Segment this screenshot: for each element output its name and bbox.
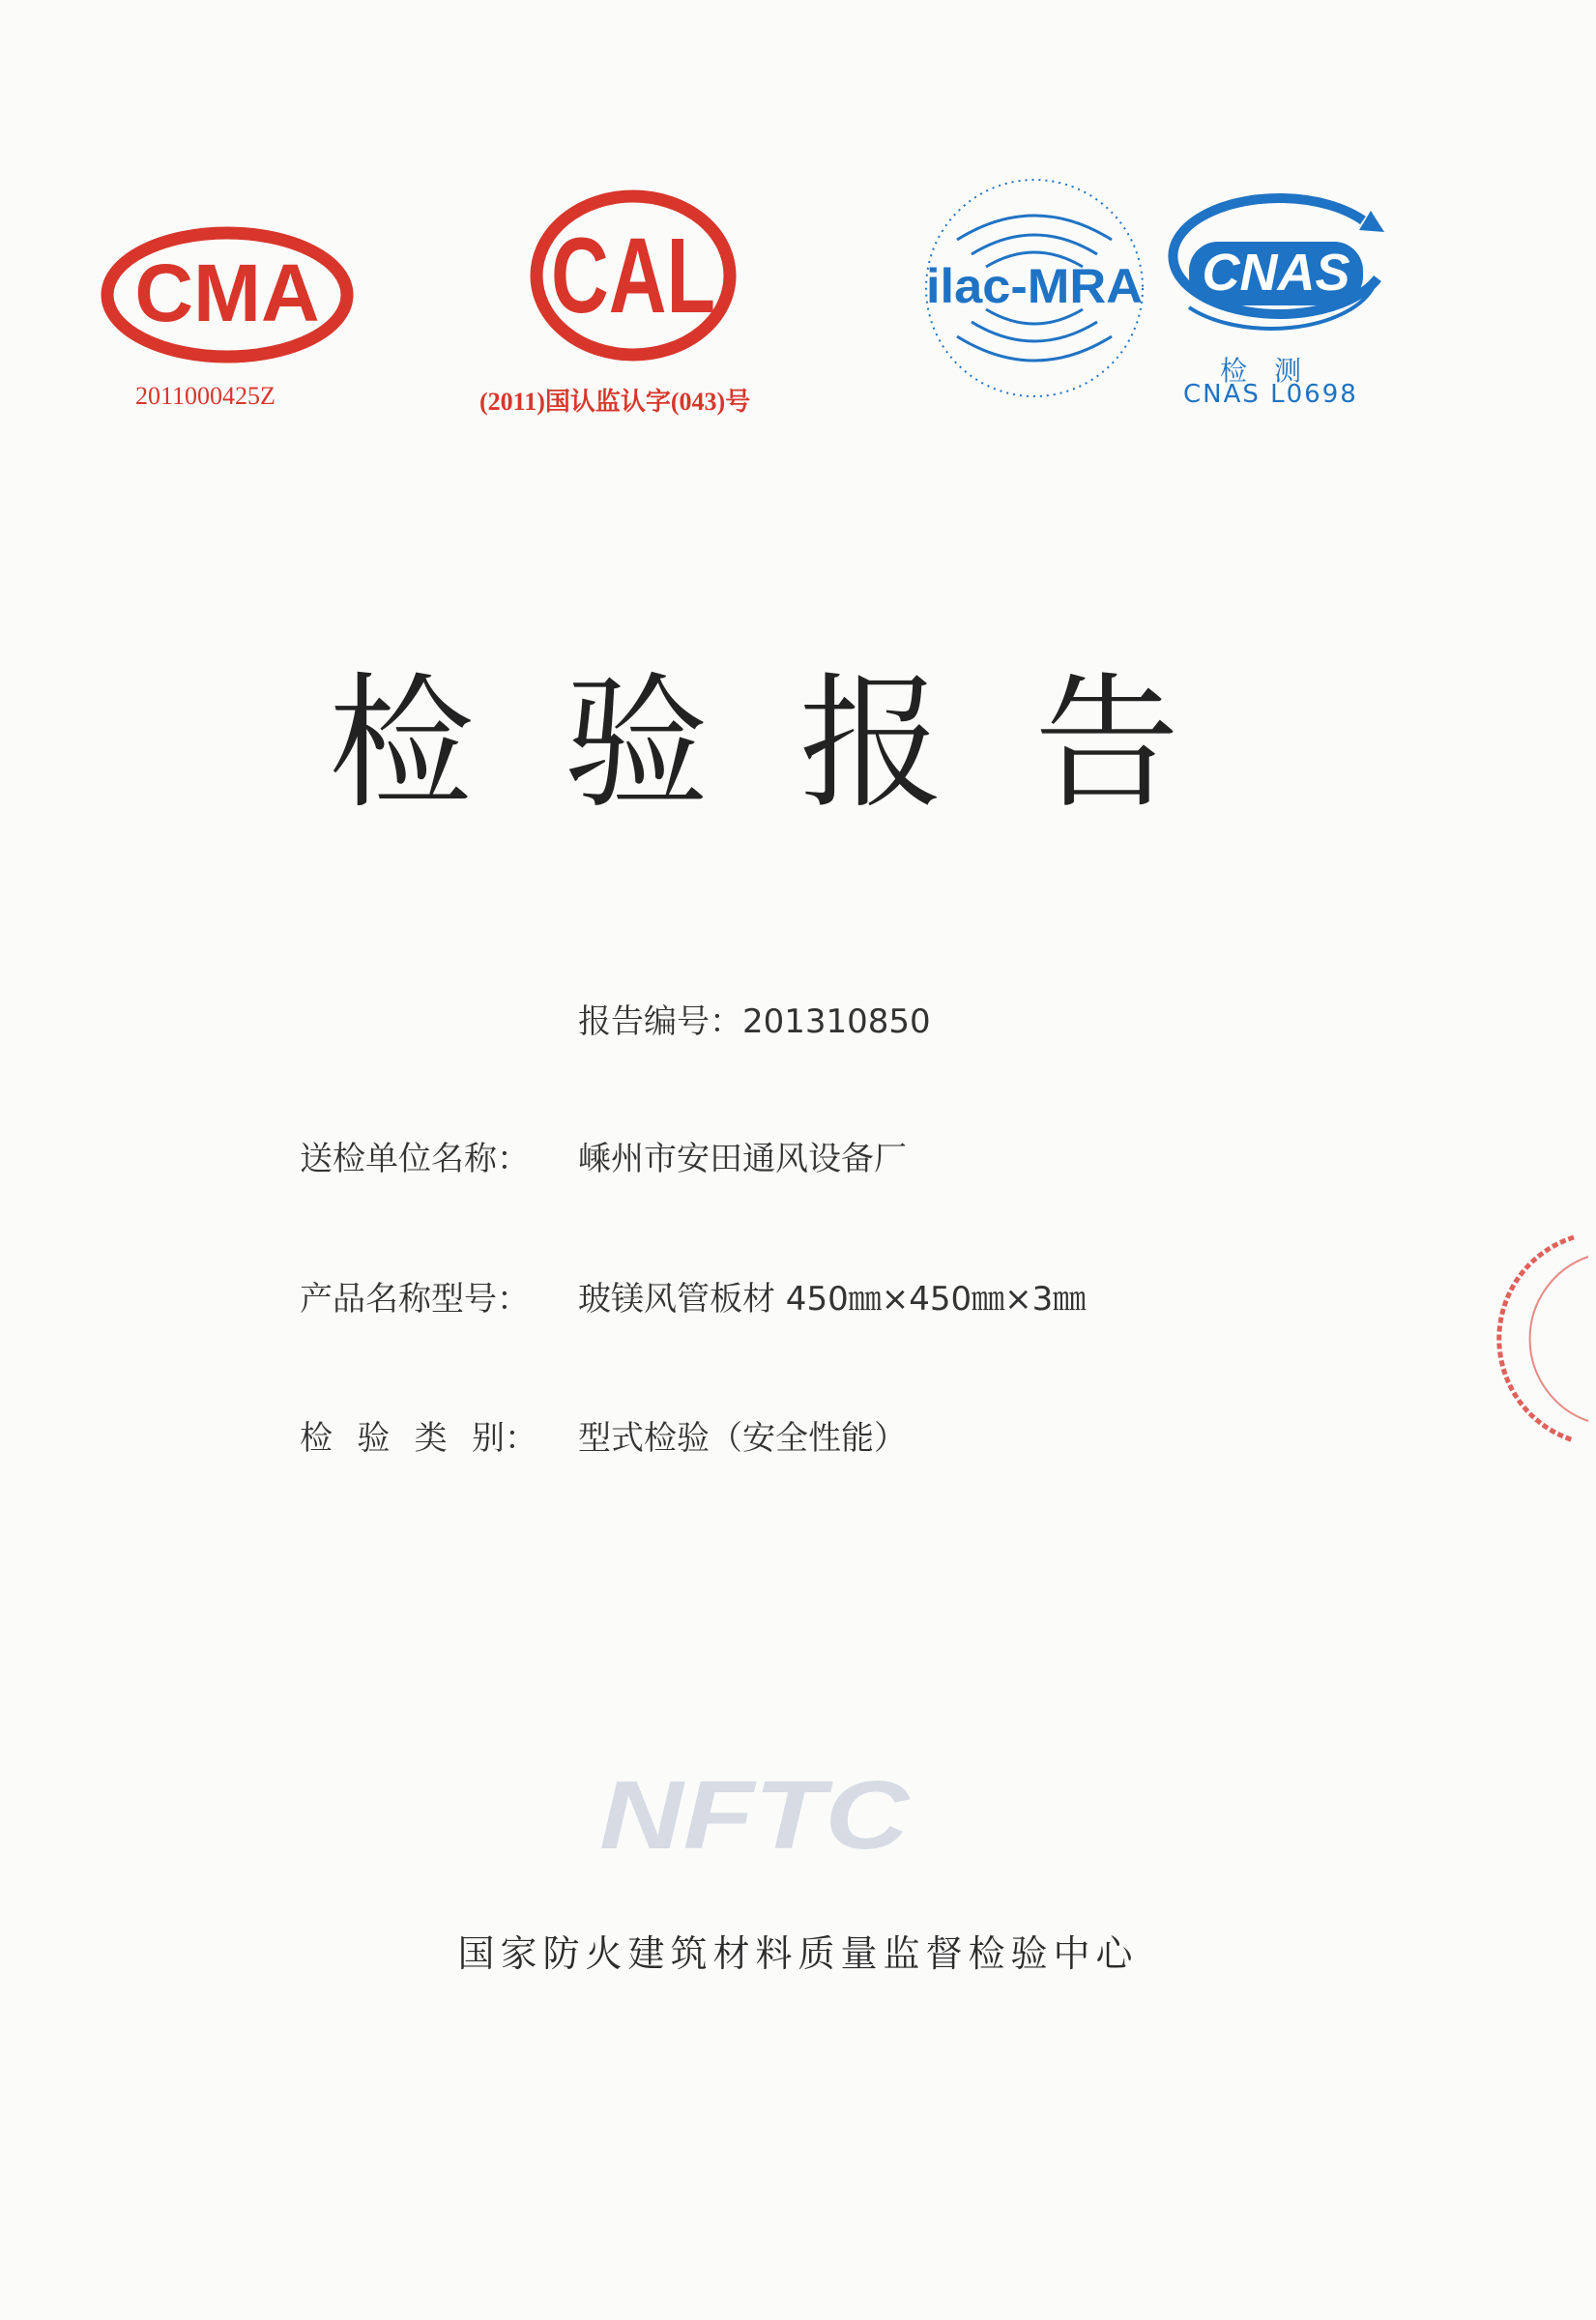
submitter-value: 嵊州市安田通风设备厂	[578, 1140, 907, 1178]
title-char-3: 报	[798, 660, 944, 828]
inspection-type-label-char: 检	[300, 1419, 333, 1458]
inspection-type-label-char: 类	[414, 1419, 448, 1458]
title-char-4: 告	[1033, 660, 1179, 828]
nftc-watermark	[590, 1759, 918, 1870]
title-char-1: 检	[329, 660, 475, 828]
product-label: 产品名称型号：	[300, 1280, 530, 1319]
inspection-type-label	[300, 1419, 537, 1458]
inspection-type-label-char: 验	[357, 1419, 391, 1458]
page-title	[329, 657, 1179, 831]
cnas-logo	[1160, 182, 1392, 346]
cma-logo-text: CMA	[134, 247, 320, 338]
submitter-label: 送检单位名称：	[300, 1140, 530, 1178]
product-value: 玻镁风管板材 450㎜×450㎜×3㎜	[578, 1280, 1087, 1319]
seal-stamp-fragment	[1496, 1228, 1596, 1450]
cal-number: (2011)国认监认字(043)号	[479, 388, 751, 416]
nftc-watermark-text: NFTC	[599, 1761, 912, 1870]
cal-logo	[522, 188, 744, 362]
report-number: 报告编号：201310850	[578, 1002, 931, 1041]
title-char-2: 验	[564, 660, 710, 828]
cnas-logo-text: CNAS	[1202, 244, 1350, 302]
issuing-organization: 国家防火建筑材料质量监督检验中心	[457, 1932, 1139, 1975]
ilac-mra-text: ilac-MRA	[926, 259, 1143, 313]
cnas-code: CNAS L0698	[1183, 380, 1358, 409]
cal-logo-text: CAL	[551, 217, 715, 335]
cma-number: 2011000425Z	[135, 382, 276, 410]
inspection-type-value: 型式检验（安全性能）	[578, 1419, 907, 1458]
cnas-sub-label: 检 测	[1220, 355, 1302, 387]
cma-logo	[97, 218, 358, 372]
inspection-type-label-char: 别：	[471, 1419, 537, 1458]
ilac-mra-logo	[918, 172, 1150, 404]
